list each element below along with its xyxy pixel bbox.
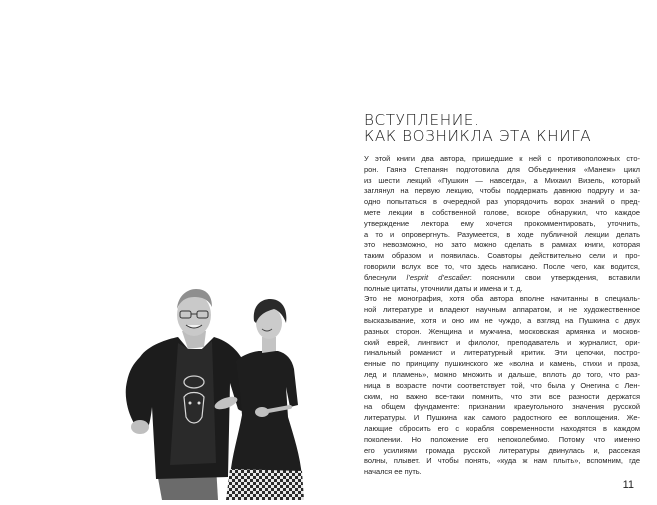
body-line: ница в возрасте почти соответствует той, что была у Онегина с Лен- <box>364 380 640 390</box>
body-line: поколении. Но положение его непоколебимо. Потому что именно <box>364 434 640 444</box>
body-line: ским, но важно все-таки помнить, что эти все разности держатся <box>364 391 640 401</box>
body-line: мете лекции в собственной голове, вскоре обнаружил, что каждое <box>364 207 640 217</box>
body-line: Это не монография, хотя оба автора вполне начитанны в специаль- <box>364 294 640 304</box>
body-line: полные цитаты, уточнили даты и имена и т. д. <box>364 283 523 293</box>
chapter-title <box>364 112 654 144</box>
body-line: гинальный романист и литературный критик. Эти цепочки, постро- <box>364 348 640 358</box>
body-line: енные по принципу пушкинского же «волна и камень, стихи и проза, <box>364 359 640 369</box>
body-line: рон. Гаянэ Степанян подготовила для Объединения «Манеж» цикл <box>364 164 640 174</box>
body-line: ной литературе и владеют научным аппаратом, и не художественное <box>364 305 640 315</box>
body-line: начался ее путь. <box>364 467 422 477</box>
italic-phrase: l’esprit d’escalier <box>406 272 470 282</box>
body-line: таким образом и появилась. Соавторы действительно сели и про- <box>364 251 640 261</box>
body-line: высказывание, хотя и оно им не чуждо, а взгляд на Пушкина с двух <box>364 315 640 325</box>
body-line: лающие сбросить его с корабля современности находятся в каждом <box>364 423 640 433</box>
page-number: 11 <box>622 479 634 491</box>
authors-photo-image <box>118 287 304 500</box>
body-line: одно попытаться в очередной раз упорядочить ворох знаний о пред- <box>364 197 640 207</box>
body-line: его усилиями громада русской литературы двинулась и, рассекая <box>364 445 640 455</box>
body-line: а то и опровергнуть. Разумеется, в ходе публичной лекции делать <box>364 229 640 239</box>
body-line: лед и пламень», можно множить и дальше, вплоть до того, что раз- <box>364 369 640 379</box>
body-line: разных сторон. Женщина и мужчина, московская армянка и москов- <box>364 326 640 336</box>
authors-photo <box>118 287 304 500</box>
body-line: литературы. И Пушкина как самого радостного ее воплощения. Же- <box>364 413 640 423</box>
body-line: заглянул на первую лекцию, чтобы поддержать давнюю подругу и за- <box>364 186 640 196</box>
body-line: это невозможно, но зато можно сделать в рамках книги, которая <box>364 240 640 250</box>
chapter-title-line-2: КАК ВОЗНИКЛА ЭТА КНИГА <box>364 127 592 145</box>
body-line: волны, плывет. И чтобы понять, «куда ж нам плыть», вспомним, где <box>364 456 640 466</box>
body-line: утверждение лектора ему хочется прокомментировать, уточнить, <box>364 218 640 228</box>
body-line: ский еврей, лингвист и филолог, преподаватель и журналист, ори- <box>364 337 640 347</box>
body-line: говорили вслух все то, что здесь написано. После чего, как водится, <box>364 261 640 271</box>
body-text <box>364 154 640 478</box>
body-line: У этой книги два автора, пришедшие к ней с противоположных сто- <box>364 154 640 163</box>
italic-line-after: : пояснили свои утверждения, вставили <box>469 272 640 282</box>
body-line: из шести лекций «Пушкин — навсегда», а Михаил Визель, который <box>364 175 640 185</box>
body-line-italic <box>364 273 640 284</box>
chapter-title-line-1: ВСТУПЛЕНИЕ. <box>364 111 480 129</box>
italic-line-before: блеснули <box>364 272 407 282</box>
right-page <box>364 0 640 500</box>
body-line: на общем фундаменте: признании краеугольного значения русской <box>364 402 640 412</box>
